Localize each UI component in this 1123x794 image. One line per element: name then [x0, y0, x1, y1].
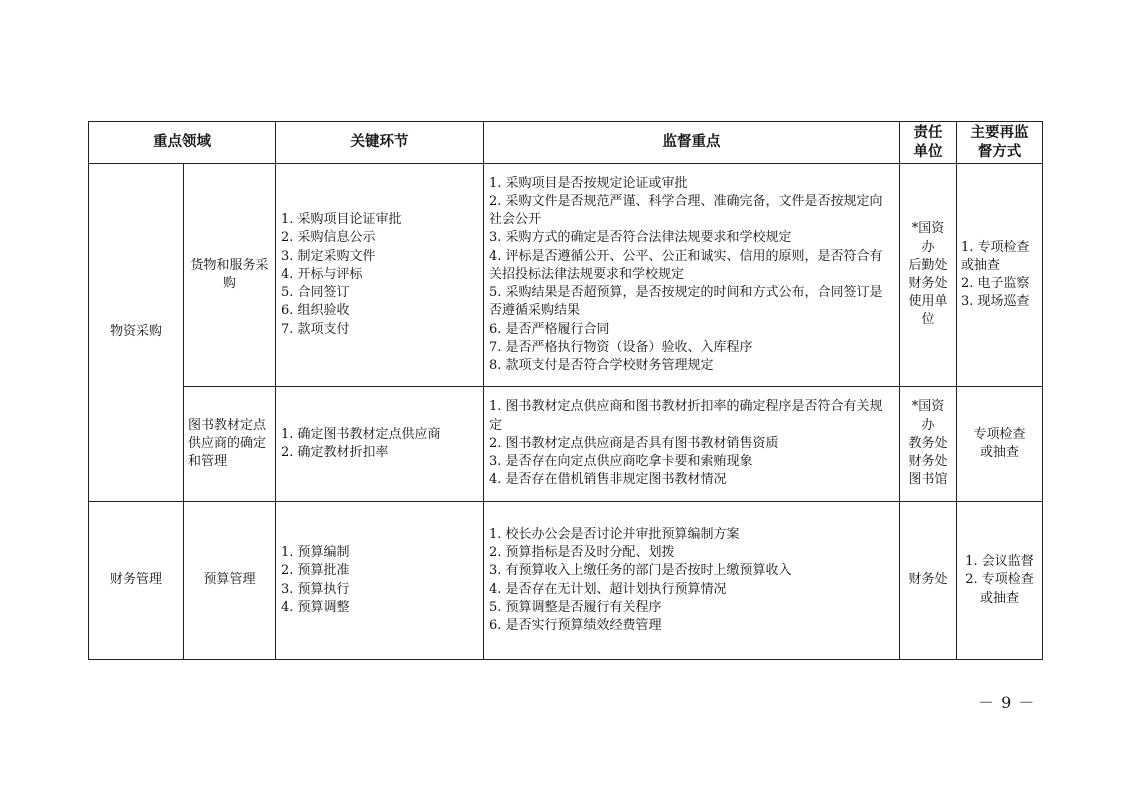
list-item: 4. 是否存在借机销售非规定图书教材情况 — [489, 472, 727, 488]
list-item: 8. 款项支付是否符合学校财务管理规定 — [489, 357, 714, 373]
list-item: 4. 是否存在无计划、超计划执行预算情况 — [489, 581, 727, 597]
unit-line: 办 — [921, 239, 935, 255]
steps-list — [276, 424, 483, 464]
method-line: 或抽查 — [979, 445, 1019, 460]
sub-domain-text: 货物和服务采购 — [190, 257, 269, 291]
header-method-line1: 主要再监 — [970, 125, 1029, 142]
list-item: 6. 是否实行预算绩效经费管理 — [489, 617, 662, 633]
table-row — [89, 164, 1043, 387]
sub-domain-text: 图书教材定点供应商的确定和管理 — [188, 417, 267, 470]
list-item: 1. 确定图书教材定点供应商 — [281, 426, 441, 442]
list-item: 2. 采购信息公示 — [281, 230, 376, 246]
unit-line: *国资 — [911, 221, 945, 237]
method-line: 专项检查 — [973, 426, 1026, 442]
list-item: 3. 采购方式的确定是否符合法律法规要求和学校规定 — [489, 230, 792, 246]
steps-cell — [276, 387, 484, 502]
list-item: 1. 校长办公会是否讨论并审批预算编制方案 — [489, 526, 740, 542]
unit-cell — [900, 164, 957, 387]
list-item: 7. 款项支付 — [281, 321, 350, 337]
list-item: 2. 确定教材折扣率 — [281, 445, 389, 460]
focus-cell — [484, 164, 900, 387]
header-key-step: 关键环节 — [276, 122, 484, 164]
method-line: 3. 现场巡查 — [961, 294, 1030, 310]
list-item: 3. 制定采购文件 — [281, 248, 376, 264]
domain-cell: 物资采购 — [89, 164, 184, 502]
list-item: 4. 评标是否遵循公开、公平、公正和诚实、信用的原则，是否符合有关招投标法律法规要求和学校规定 — [489, 248, 883, 282]
list-item: 3. 是否存在向定点供应商吃拿卡要和索贿现象 — [489, 454, 753, 470]
unit-line: 财务处 — [908, 572, 948, 588]
steps-list — [276, 209, 483, 340]
focus-cell — [484, 387, 900, 502]
list-item: 6. 组织验收 — [281, 303, 350, 319]
sub-domain-cell — [184, 387, 276, 502]
focus-list — [484, 396, 899, 491]
unit-line: *国资 — [911, 399, 945, 415]
focus-cell — [484, 502, 900, 660]
list-item: 2. 图书教材定点供应商是否具有图书教材销售资质 — [489, 435, 779, 451]
header-focus: 监督重点 — [484, 122, 900, 164]
list-item: 2. 采购文件是否规范严谨、科学合理、准确完备，文件是否按规定向社会公开 — [489, 194, 883, 228]
method-line: 2. 专项检查 — [965, 572, 1034, 588]
list-item: 1. 预算编制 — [281, 545, 350, 561]
list-item: 1. 采购项目是否按规定论证或审批 — [489, 175, 688, 191]
table-row — [89, 387, 1043, 502]
table-row — [89, 502, 1043, 660]
steps-cell — [276, 164, 484, 387]
header-unit — [900, 122, 957, 164]
list-item: 3. 有预算收入上缴任务的部门是否按时上缴预算收入 — [489, 563, 792, 579]
unit-line: 图书馆 — [908, 472, 948, 488]
header-domain: 重点领域 — [89, 122, 276, 164]
header-row — [89, 122, 1043, 164]
page-number: － 9 － — [978, 693, 1036, 712]
unit-cell — [900, 502, 957, 660]
method-cell — [957, 164, 1043, 387]
method-line: 1. 会议监督 — [965, 554, 1034, 570]
list-item: 1. 采购项目论证审批 — [281, 212, 402, 228]
domain-cell: 财务管理 — [89, 502, 184, 660]
list-item: 4. 开标与评标 — [281, 266, 363, 282]
focus-list — [484, 173, 899, 377]
unit-line: 办 — [921, 417, 935, 433]
steps-cell — [276, 502, 484, 660]
method-line: 1. 专项检查 — [961, 239, 1030, 255]
sub-domain-cell — [184, 502, 276, 660]
unit-line: 位 — [921, 312, 935, 328]
header-method-line2: 督方式 — [977, 143, 1022, 160]
header-unit-line2: 单位 — [913, 143, 943, 160]
unit-line: 教务处 — [908, 435, 948, 451]
method-cell — [957, 387, 1043, 502]
method-stack — [957, 239, 1042, 312]
unit-stack — [900, 397, 956, 490]
unit-line: 财务处 — [908, 454, 948, 470]
method-line: 或抽查 — [961, 257, 1001, 273]
list-item: 7. 是否严格执行物资（设备）验收、入库程序 — [489, 339, 753, 355]
header-method — [957, 122, 1043, 164]
method-cell — [957, 502, 1043, 660]
method-stack — [957, 425, 1042, 463]
supervision-table — [88, 121, 1043, 660]
unit-cell — [900, 387, 957, 502]
method-line: 或抽查 — [979, 590, 1019, 606]
unit-stack — [900, 219, 956, 330]
header-unit-line1: 责任 — [913, 125, 943, 142]
sub-domain-cell — [184, 164, 276, 387]
focus-list — [484, 524, 899, 637]
sub-domain-text: 预算管理 — [203, 572, 256, 588]
unit-line: 使用单 — [908, 294, 948, 310]
list-item: 3. 预算执行 — [281, 581, 350, 597]
list-item: 5. 合同签订 — [281, 285, 350, 301]
list-item: 5. 采购结果是否超预算，是否按规定的时间和方式公布，合同签订是否遵循采购结果 — [489, 285, 883, 319]
list-item: 2. 预算指标是否及时分配、划拨 — [489, 545, 675, 561]
list-item: 2. 预算批准 — [281, 563, 350, 579]
list-item: 4. 预算调整 — [281, 599, 350, 615]
list-item: 1. 图书教材定点供应商和图书教材折扣率的确定程序是否符合有关规定 — [489, 399, 883, 433]
list-item: 5. 预算调整是否履行有关程序 — [489, 599, 662, 615]
steps-list — [276, 542, 483, 619]
unit-stack — [900, 570, 956, 590]
list-item: 6. 是否严格履行合同 — [489, 321, 610, 337]
unit-line: 财务处 — [908, 276, 948, 291]
method-stack — [957, 552, 1042, 609]
method-line: 2. 电子监察 — [961, 276, 1030, 291]
unit-line: 后勤处 — [908, 257, 948, 273]
